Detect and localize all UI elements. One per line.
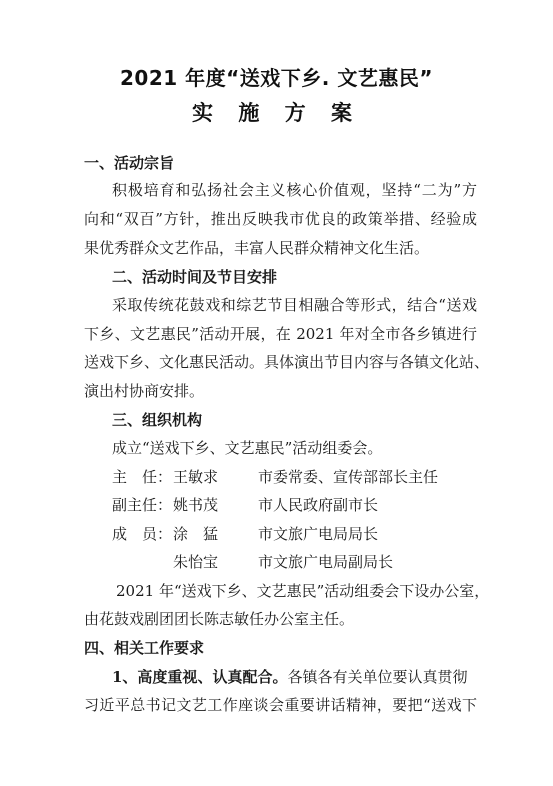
paragraph-line: 下乡、文艺惠民”活动开展，在 2021 年对全市各乡镇进行 [84, 325, 477, 343]
member-name: 姚书茂 [173, 496, 219, 514]
paragraph-line: 送戏下乡、文化惠民活动。具体演出节目内容与各镇文化站、 [84, 353, 490, 371]
paragraph-line: 2021 年“送戏下乡、文艺惠民”活动组委会下设办公室， [116, 582, 490, 600]
member-title: 市委常委、宣传部部长主任 [258, 468, 439, 486]
paragraph-line: 采取传统花鼓戏和综艺节目相融合等形式，结合“送戏 [112, 296, 477, 314]
member-name: 王敏求 [173, 468, 219, 486]
paragraph-line: 成立“送戏下乡、文艺惠民”活动组委会。 [112, 439, 383, 457]
member-title: 市文旅广电局局长 [258, 525, 379, 543]
section-heading-requirements: 四、相关工作要求 [84, 639, 205, 657]
paragraph-line: 由花鼓戏剧团团长陈志敏任办公室主任。 [84, 610, 355, 628]
section-heading-organization: 三、组织机构 [112, 411, 203, 429]
member-name: 涂 猛 [173, 525, 219, 543]
paragraph-line [112, 667, 477, 687]
paragraph-line: 习近平总书记文艺工作座谈会重要讲话精神，要把“送戏下 [84, 696, 477, 714]
member-title: 市文旅广电局副局长 [258, 553, 394, 571]
member-role: 成 员： [112, 525, 173, 543]
member-title: 市人民政府副市长 [258, 496, 379, 514]
section-heading-purpose: 一、活动宗旨 [84, 154, 175, 172]
requirement-item-title: 1、高度重视、认真配合。 [112, 668, 288, 686]
paragraph-line: 演出村协商安排。 [84, 382, 205, 400]
member-role: 副主任： [112, 496, 173, 514]
member-role: 主 任： [112, 468, 173, 486]
document-title: 2021 年度“送戏下乡. 文艺惠民” [120, 66, 433, 90]
member-name: 朱怡宝 [173, 553, 219, 571]
requirement-item-text: 各镇各有关单位要认真贯彻 [287, 668, 468, 686]
document-subtitle: 实 施 方 案 [192, 101, 361, 125]
paragraph-line: 向和“双百”方针，推出反映我市优良的政策举措、经验成 [84, 210, 477, 228]
paragraph-line: 积极培育和弘扬社会主义核心价值观，坚持“二为”方 [112, 181, 477, 199]
paragraph-line: 果优秀群众文艺作品，丰富人民群众精神文化生活。 [84, 239, 430, 257]
section-heading-schedule: 二、活动时间及节目安排 [112, 268, 278, 286]
